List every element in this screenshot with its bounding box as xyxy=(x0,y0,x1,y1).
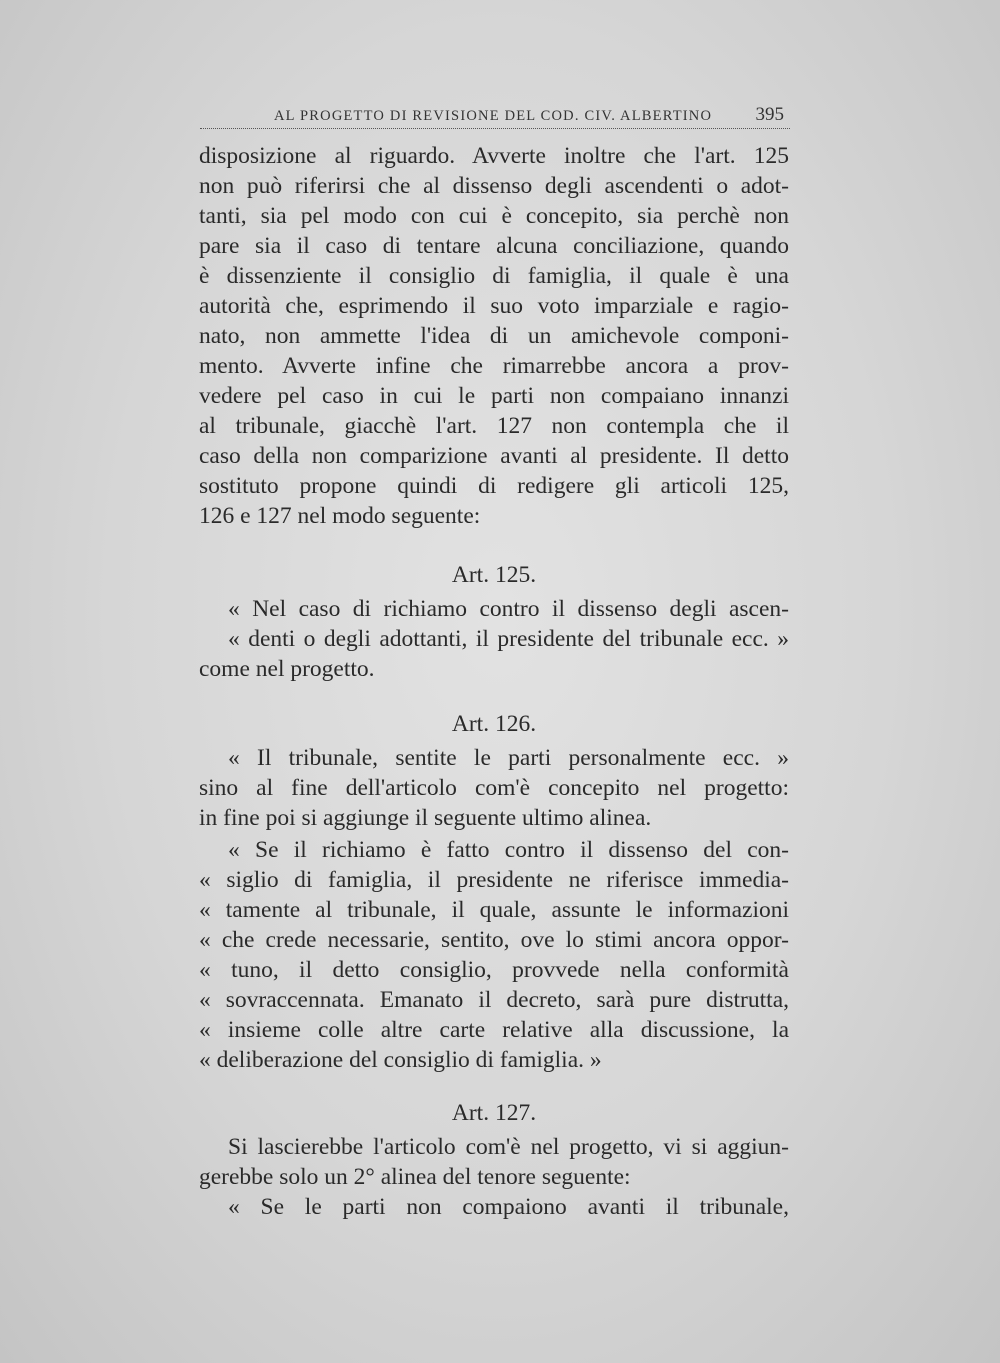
article-heading-125: Art. 125. xyxy=(451,562,537,588)
text-line: al tribunale, giacchè l'art. 127 non contempla che il xyxy=(199,413,789,439)
article-heading-126: Art. 126. xyxy=(451,711,537,737)
running-title: AL PROGETTO DI REVISIONE DEL COD. CIV. ALBERTINO xyxy=(274,108,713,124)
text-line: non può riferirsi che al dissenso degli ascendenti o adot- xyxy=(199,173,789,199)
text-line: nato, non ammette l'idea di un amichevole componi- xyxy=(199,323,789,349)
text-line: pare sia il caso di tentare alcuna conciliazione, quando xyxy=(199,233,789,259)
text-line: autorità che, esprimendo il suo voto imparziale e ragio- xyxy=(199,293,789,319)
text-line: « tuno, il detto consiglio, provvede nella conformità xyxy=(199,957,789,983)
article-heading-127: Art. 127. xyxy=(451,1100,537,1126)
text-line: « deliberazione del consiglio di famiglia. » xyxy=(199,1047,602,1073)
text-line: sostituto propone quindi di redigere gli articoli 125, xyxy=(199,473,789,499)
text-line: mento. Avverte infine che rimarrebbe ancora a prov- xyxy=(199,353,789,379)
text-line: è dissenziente il consiglio di famiglia, il quale è una xyxy=(199,263,789,289)
text-line: « siglio di famiglia, il presidente ne riferisce immedia- xyxy=(199,867,789,893)
page-number: 395 xyxy=(755,104,784,125)
text-line: 126 e 127 nel modo seguente: xyxy=(199,503,481,529)
text-line: « denti o degli adottanti, il presidente del tribunale ecc. » xyxy=(228,626,789,652)
text-line: come nel progetto. xyxy=(199,656,375,682)
text-line: disposizione al riguardo. Avverte inoltre che l'art. 125 xyxy=(199,143,789,169)
text-line: « Se il richiamo è fatto contro il dissenso del con- xyxy=(228,837,789,863)
text-line: sino al fine dell'articolo com'è concepito nel progetto: xyxy=(199,775,789,801)
text-line: « sovraccennata. Emanato il decreto, sarà pure distrutta, xyxy=(199,987,789,1013)
text-line: in fine poi si aggiunge il seguente ultimo alinea. xyxy=(199,805,652,831)
text-line: « Nel caso di richiamo contro il dissenso degli ascen- xyxy=(228,596,789,622)
text-line: « Il tribunale, sentite le parti personalmente ecc. » xyxy=(228,745,789,771)
text-line: « insieme colle altre carte relative alla discussione, la xyxy=(199,1017,789,1043)
text-line: « tamente al tribunale, il quale, assunte le informazioni xyxy=(199,897,789,923)
text-line: vedere pel caso in cui le parti non compaiano innanzi xyxy=(199,383,789,409)
text-line: « Se le parti non compaiono avanti il tribunale, xyxy=(228,1194,789,1220)
text-line: caso della non comparizione avanti al presidente. Il detto xyxy=(199,443,789,469)
text-line: gerebbe solo un 2° alinea del tenore seguente: xyxy=(199,1164,631,1190)
text-line: Si lascierebbe l'articolo com'è nel progetto, vi si aggiun- xyxy=(228,1134,789,1160)
text-line: tanti, sia pel modo con cui è concepito, sia perchè non xyxy=(199,203,789,229)
running-header xyxy=(200,104,790,129)
text-line: « che crede necessarie, sentito, ove lo stimi ancora oppor- xyxy=(199,927,789,953)
